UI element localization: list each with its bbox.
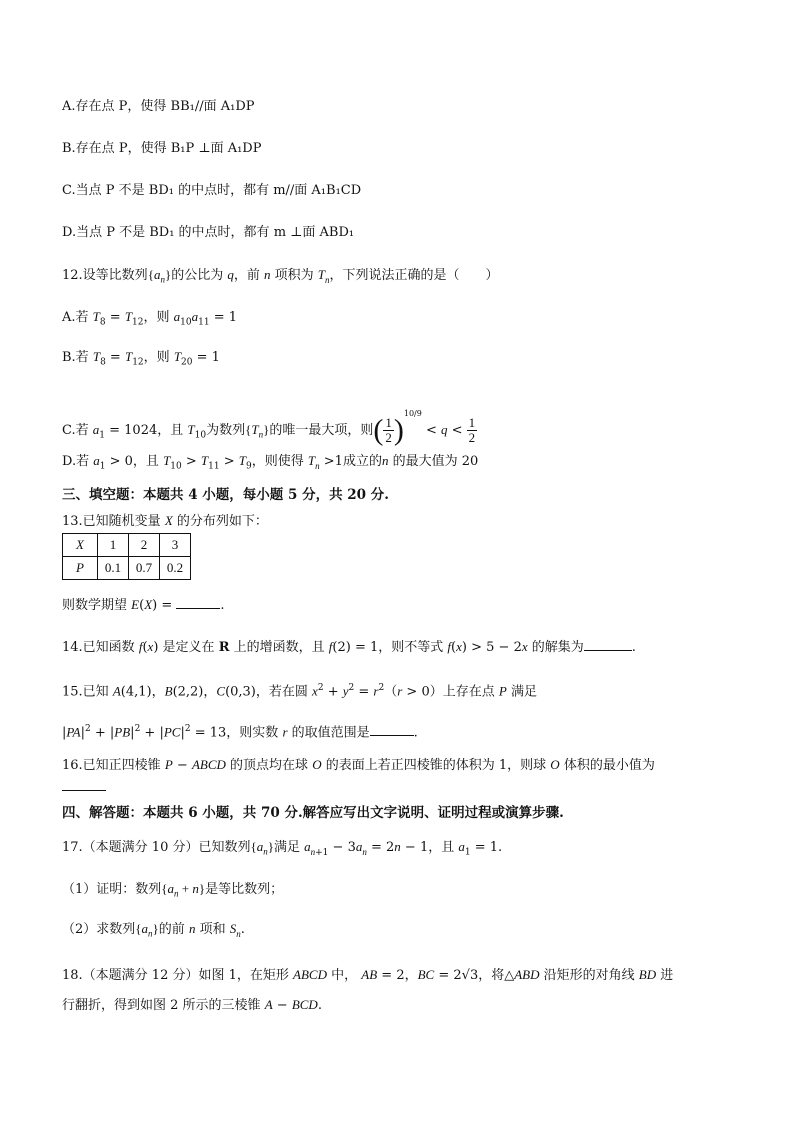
q12-stem: 12.设等比数列$\{a_n\}$的公比为 q，前 n 项积为 $T_n$，下列说法正确的是（ ） [62, 267, 499, 285]
table-cell: 0.2 [160, 557, 191, 580]
table-cell: 3 [160, 534, 191, 557]
answer-blank [62, 778, 106, 791]
q13-stem: 13.已知随机变量 X 的分布列如下： [62, 513, 268, 529]
q13-distribution-table [62, 533, 191, 580]
section4-title: 四、解答题：本题共 6 小题，共 70 分.解答应写出文字说明、证明过程或演算步骤. [62, 805, 564, 821]
table-cell: 1 [98, 534, 129, 557]
table-row [63, 557, 191, 580]
q17-part2: （2）求数列$\{a_n\}$的前 n 项和 $S_n$. [62, 921, 245, 939]
table-cell: 0.1 [98, 557, 129, 580]
answer-blank [176, 596, 220, 609]
q12-option-a: A.若 $T_8 = T_{12}$，则 $a_{10}a_{11} = 1$ [62, 309, 237, 328]
q12-option-c: C.若 $a_1 = 1024$，且 $T_{10}$为数列$\{T_n\}$的唯一最大项，则( $\frac{1}{2}$ )$^{10/9}$ < q < $\frac{1}{2}$ [62, 409, 476, 447]
q17-part1: （1）证明：数列$\{a_n + n\}$是等比数列； [62, 881, 284, 899]
q16-answer-line [62, 778, 106, 797]
q11-option-a: A.存在点 P，使得 BB₁//面 A₁DP [62, 99, 255, 114]
table-cell: 2 [129, 534, 160, 557]
table-cell: 0.7 [129, 557, 160, 580]
q15-condition: $|PA|^2 + |PB|^2 + |PC|^2 = 13$，则实数 r 的取值范围是 . [62, 724, 418, 741]
q18-stem: 18.（本题满分 12 分）如图 1，在矩形 ABCD 中， AB = 2，BC = 2√3，将△ABD 沿矩形的对角线 BD 进 [62, 967, 674, 983]
q14-stem: 14.已知函数 f(x) 是定义在 R 上的增函数，且 f(2) = 1，则不等式 f(x) > 5 − 2x 的解集为 . [62, 639, 636, 655]
answer-blank [584, 638, 632, 651]
q18-stem-line2: 行翻折，得到如图 2 所示的三棱锥 A − BCD. [62, 997, 322, 1013]
q12-option-b: B.若 $T_8 = T_{12}$，则 $T_{20} = 1$ [62, 349, 220, 368]
q17-stem: 17.（本题满分 10 分）已知数列$\{a_n\}$满足 $a_{n+1} - 3a_n = 2n - 1$，且 $a_1 = 1$. [62, 839, 503, 858]
table-row [63, 534, 191, 557]
answer-blank [370, 723, 414, 736]
q11-option-b: B.存在点 P，使得 B₁P ⊥面 A₁DP [62, 141, 262, 156]
q11-option-c: C.当点 P 不是 BD₁ 的中点时，都有 m//面 A₁B₁CD [62, 183, 362, 198]
q12-option-d: D.若 $a_1 > 0$，且 $T_{10} > T_{11} > T_9$，则使得 $T_n >1$成立的n 的最大值为 20 [62, 453, 479, 472]
q15-stem: 15.已知 A(4,1)，B(2,2)，C(0,3)，若在圆 $x^2 + y^2 = r^2(r > 0)$上存在点 P 满足 [62, 683, 537, 700]
q13-question: 则数学期望 E(X) = . [62, 597, 225, 613]
q16-stem: 16.已知正四棱锥 P − ABCD 的顶点均在球 O 的表面上若正四棱锥的体积为 1，则球 O 体积的最小值为 [62, 757, 655, 773]
section3-title: 三、填空题：本题共 4 小题，每小题 5 分，共 20 分. [62, 487, 389, 503]
table-cell: X [63, 534, 98, 557]
q11-option-d: D.当点 P 不是 BD₁ 的中点时，都有 m ⊥面 ABD₁ [62, 225, 355, 240]
table-cell: P [63, 557, 98, 580]
